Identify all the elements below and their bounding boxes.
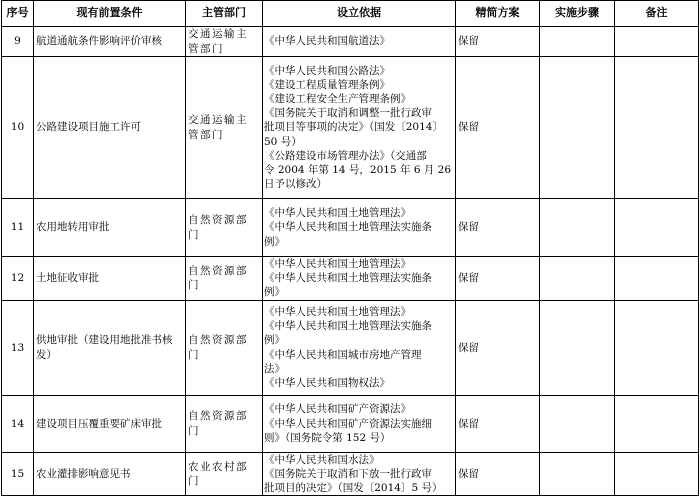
cell-department-line: 门: [188, 474, 200, 487]
cell-condition: [34, 257, 186, 301]
cell-basis-line: 《国务院关于取消和下放一批行政审: [264, 467, 432, 480]
cell-basis: [263, 395, 456, 452]
cell-condition-line: 建设项目压覆重要矿床审批: [36, 417, 162, 430]
cell-basis-line: 日予以修改）: [264, 178, 327, 191]
header-steps: 实施步骤: [540, 1, 615, 27]
cell-condition-line: 发）: [36, 348, 57, 361]
cell-no: 13: [2, 300, 34, 395]
cell-department-line: 门: [188, 424, 200, 437]
cell-department-line: 门: [188, 228, 200, 241]
cell-condition-line: 土地征收审批: [36, 272, 99, 285]
cell-basis: [263, 257, 456, 301]
cell-department-line: 自然资源部: [188, 410, 248, 423]
cell-condition-line: 农用地转用审批: [36, 221, 110, 234]
cell-no: 11: [2, 199, 34, 257]
cell-no: 10: [2, 57, 34, 199]
cell-basis: [263, 57, 456, 199]
cell-basis-line: 《中华人民共和国土地管理法实施条: [264, 221, 432, 234]
header-plan: 精简方案: [456, 1, 540, 27]
cell-basis-line: 《中华人民共和国土地管理法》: [264, 207, 411, 220]
table-row: [2, 57, 699, 199]
cell-condition-line: 供地审批（建设用地批准书核: [36, 334, 173, 347]
cell-basis-line: 批项目的决定》（国发〔2014〕5 号）: [264, 482, 443, 495]
cell-plan: 保留: [456, 257, 540, 301]
table-row: [2, 452, 699, 496]
cell-condition: [34, 300, 186, 395]
cell-department: [186, 452, 263, 496]
cell-no: 15: [2, 452, 34, 496]
cell-department-line: 自然资源部: [188, 334, 248, 347]
cell-department-line: 门: [188, 348, 200, 361]
cell-basis-line: 则》（国务院令第 152 号）: [264, 431, 391, 444]
cell-condition-line: 航道通航条件影响评价审核: [36, 35, 162, 48]
cell-department-line: 自然资源部: [188, 214, 248, 227]
cell-department-line: 管部门: [188, 42, 224, 55]
cell-basis: [263, 300, 456, 395]
cell-notes: [615, 257, 699, 301]
cell-basis-line: 例》: [264, 286, 285, 299]
cell-notes: [615, 395, 699, 452]
cell-basis-line: 例》: [264, 334, 285, 347]
cell-basis-line: 法》: [264, 362, 285, 375]
cell-plan: 保留: [456, 57, 540, 199]
table-row: [2, 395, 699, 452]
cell-plan: 保留: [456, 395, 540, 452]
cell-steps: [540, 27, 615, 57]
cell-department-line: 门: [188, 279, 200, 292]
cell-basis-line: 《中华人民共和国矿产资源法》: [264, 403, 411, 416]
cell-steps: [540, 395, 615, 452]
header-department: 主管部门: [186, 1, 263, 27]
cell-notes: [615, 452, 699, 496]
cell-department: [186, 300, 263, 395]
cell-basis-line: 《公路建设市场管理办法》（交通部: [264, 149, 427, 162]
header-notes: 备注: [615, 1, 699, 27]
header-no: 序号: [2, 1, 34, 27]
cell-condition: [34, 199, 186, 257]
cell-condition: [34, 395, 186, 452]
table-row: [2, 199, 699, 257]
cell-condition: [34, 452, 186, 496]
cell-department-line: 管部门: [188, 128, 224, 141]
cell-basis-line: 《中华人民共和国物权法》: [264, 377, 390, 390]
table-row: [2, 27, 699, 57]
header-row: [2, 1, 699, 27]
cell-department-line: 交通运输主: [188, 114, 248, 127]
cell-plan: 保留: [456, 27, 540, 57]
cell-basis-line: 《建设工程安全生产管理条例》: [264, 92, 411, 105]
cell-basis: [263, 199, 456, 257]
cell-condition: [34, 27, 186, 57]
cell-steps: [540, 57, 615, 199]
cell-department: [186, 199, 263, 257]
table-row: [2, 257, 699, 301]
cell-department: [186, 57, 263, 199]
cell-basis-line: 《中华人民共和国土地管理法》: [264, 306, 411, 318]
header-basis: 设立依据: [263, 1, 456, 27]
cell-department-line: 自然资源部: [188, 265, 248, 278]
cell-department: [186, 257, 263, 301]
cell-no: 14: [2, 395, 34, 452]
preconditions-table: [1, 0, 699, 496]
cell-basis-line: 《中华人民共和国土地管理法实施条: [264, 272, 432, 285]
cell-basis-line: 《国务院关于取消和调整一批行政审: [264, 107, 432, 120]
cell-condition: [34, 57, 186, 199]
cell-basis-line: 《中华人民共和国矿产资源法实施细: [264, 417, 432, 430]
cell-notes: [615, 57, 699, 199]
cell-notes: [615, 27, 699, 57]
cell-basis-line: 《中华人民共和国水法》: [264, 453, 380, 466]
header-condition: 现有前置条件: [34, 1, 186, 27]
cell-department-line: 农业农村部: [188, 460, 248, 473]
cell-steps: [540, 199, 615, 257]
cell-basis: [263, 452, 456, 496]
cell-plan: 保留: [456, 300, 540, 395]
cell-basis-line: 《中华人民共和国航道法》: [264, 35, 390, 48]
cell-basis-line: 50 号）: [264, 135, 302, 148]
cell-department: [186, 27, 263, 57]
cell-basis-line: 例》: [264, 235, 285, 248]
cell-steps: [540, 257, 615, 301]
cell-notes: [615, 300, 699, 395]
cell-basis-line: 批项目等事项的决定》（国发〔2014〕: [264, 121, 443, 134]
cell-plan: 保留: [456, 452, 540, 496]
cell-basis-line: 《建设工程质量管理条例》: [264, 78, 390, 91]
cell-basis-line: 《中华人民共和国城市房地产管理: [264, 348, 422, 361]
cell-basis: [263, 27, 456, 57]
cell-condition-line: 公路建设项目施工许可: [36, 121, 141, 134]
cell-basis-line: 令 2004 年第 14 号，2015 年 6 月 26: [264, 164, 452, 176]
cell-department: [186, 395, 263, 452]
cell-steps: [540, 300, 615, 395]
cell-basis-line: 《中华人民共和国公路法》: [264, 64, 390, 77]
cell-no: 9: [2, 27, 34, 57]
cell-no: 12: [2, 257, 34, 301]
cell-notes: [615, 199, 699, 257]
table-row: [2, 300, 699, 395]
cell-plan: 保留: [456, 199, 540, 257]
cell-condition-line: 农业灌排影响意见书: [36, 467, 131, 480]
cell-basis-line: 《中华人民共和国土地管理法实施条: [264, 320, 432, 333]
cell-basis-line: 《中华人民共和国土地管理法》: [264, 258, 411, 270]
cell-steps: [540, 452, 615, 496]
cell-department-line: 交通运输主: [188, 28, 248, 41]
